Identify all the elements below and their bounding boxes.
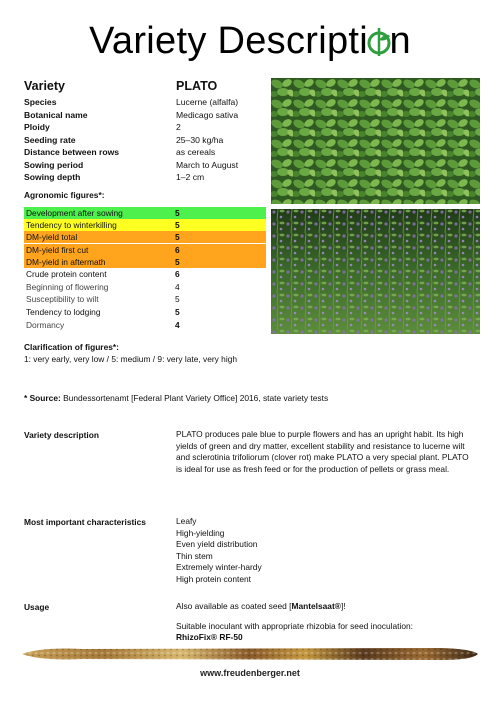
list-item: High protein content	[176, 573, 251, 584]
spec-label: Seeding rate	[24, 134, 76, 145]
list-item: High-yielding	[176, 527, 225, 538]
description-label: Variety description	[24, 430, 99, 440]
logo-o	[368, 20, 389, 63]
list-item: Leafy	[176, 516, 197, 526]
spec-value: March to August	[176, 159, 239, 170]
characteristics-label: Most important characteristics	[24, 517, 146, 527]
source-note: * Source: Bundessortenamt [Federal Plant Variety Office] 2016, state variety tests	[24, 393, 329, 403]
leaves-image	[271, 78, 480, 204]
variety-name: PLATO	[176, 79, 218, 93]
usage-line1: Also available as coated seed [Mantelsaat®]!	[176, 601, 346, 611]
usage-line2: Suitable inoculant with appropriate rhizobia for seed inoculation:	[176, 621, 413, 631]
spec-label: Distance between rows	[24, 147, 120, 157]
figure-row: Crude protein content 6	[26, 269, 180, 279]
spec-value: as cereals	[176, 147, 216, 157]
spec-value: Medicago sativa	[176, 109, 239, 120]
clarification-heading: Clarification of figures*:	[24, 342, 119, 352]
figure-row: Tendency to winterkilling 5	[24, 219, 266, 231]
spec-label: Sowing period	[24, 159, 84, 170]
spec-value: 25–30 kg/ha	[176, 134, 224, 145]
spec-value: Lucerne (alfalfa)	[176, 97, 239, 107]
website-link[interactable]: www.freudenberger.net	[200, 668, 300, 678]
seed-banner	[22, 645, 478, 663]
characteristics-list	[176, 516, 476, 585]
alfalfa-field-photo	[271, 209, 480, 334]
spec-value: 1–2 cm	[176, 172, 205, 182]
leaf-logo-icon	[366, 26, 392, 56]
list-item: Extremely winter-hardy	[176, 562, 262, 572]
seed-strip-image	[22, 645, 478, 663]
field-image	[271, 209, 480, 334]
list-item: Thin stem	[176, 550, 213, 561]
figure-row: Susceptibility to wilt 5	[26, 294, 180, 304]
usage-label: Usage	[24, 602, 50, 612]
agronomic-heading: Agronomic figures*:	[24, 190, 105, 200]
figure-row: Dormancy 4	[26, 320, 180, 330]
spec-label: Ploidy	[24, 122, 50, 132]
figure-row: Development after sowing 5	[24, 207, 266, 219]
page-title: Variety Descripti n	[89, 20, 411, 62]
description-text: PLATO produces pale blue to purple flowers and has an upright habit. Its high yields of green and dry matter, excellent stability and resistance to lucerne wilt and sclerotinia trifoliorum (clover rot) make PLATO a very special plant. PLATO is ideal for use as fresh feed or for the production of pellets or grass meal.	[176, 429, 469, 474]
alfalfa-leaves-photo	[271, 78, 480, 204]
clarification-text: 1: very early, very low / 5: medium / 9: very late, very high	[24, 354, 238, 364]
spec-label: Botanical name	[24, 109, 88, 120]
spec-label: Species	[24, 97, 57, 107]
spec-value: 2	[176, 122, 181, 132]
figure-row: DM-yield in aftermath 5	[24, 256, 266, 268]
variety-label: Variety	[24, 79, 66, 93]
inoculant-name: RhizoFix® RF-50	[176, 632, 243, 642]
spec-label: Sowing depth	[24, 172, 81, 182]
figure-row: DM-yield total 5	[24, 231, 266, 243]
figure-row: Beginning of flowering 4	[26, 282, 180, 292]
figure-row: DM-yield first cut 6	[24, 244, 266, 256]
figure-row: Tendency to lodging 5	[26, 307, 180, 317]
list-item: Even yield distribution	[176, 539, 258, 549]
